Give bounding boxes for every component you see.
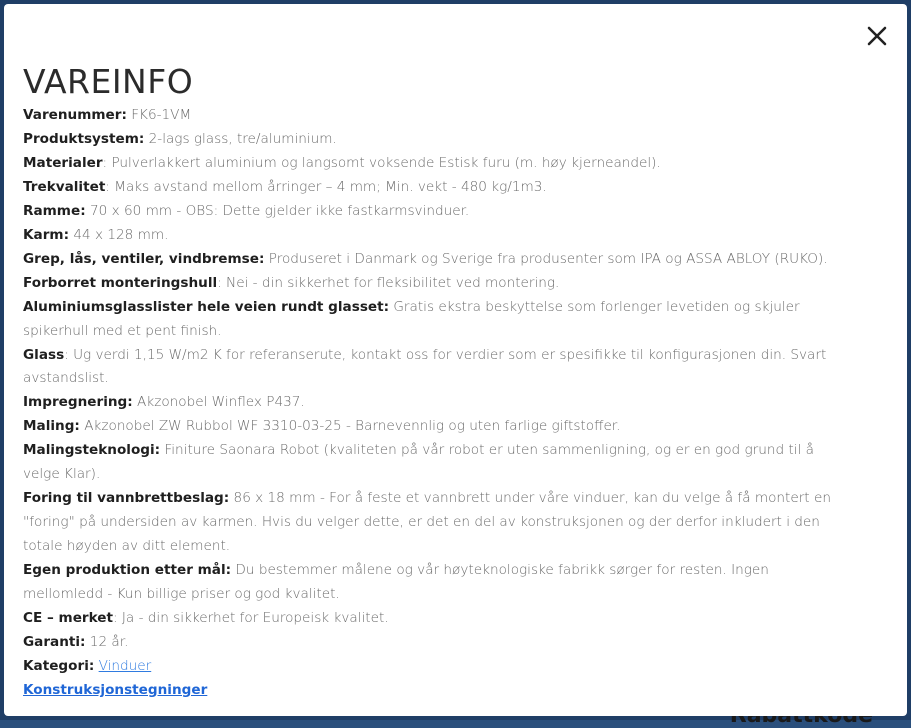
- spec-item: [23, 176, 883, 200]
- spec-label: Trekvalitet: [23, 178, 106, 195]
- spec-item: [23, 200, 883, 224]
- category-label: Kategori:: [23, 657, 95, 674]
- spec-value-cont: totale høyden av ditt element.: [23, 538, 231, 555]
- spec-label: Varenummer:: [23, 107, 127, 123]
- spec-item: [23, 224, 883, 248]
- spec-label: Egen produktion etter mål:: [23, 562, 232, 579]
- spec-value: : Pulverlakkert aluminium og langsomt voksende Estisk furu (m. høy kjerneandel).: [102, 154, 661, 171]
- spec-value: Akzonobel ZW Rubbol WF 3310-03-25 - Barnevennlig og uten farlige giftstoffer.: [79, 418, 621, 435]
- spec-value: FK6-1VM: [126, 107, 192, 123]
- spec-item: [23, 344, 883, 392]
- spec-item: [23, 296, 883, 344]
- spec-value-cont: spikerhull med et pent finish.: [23, 322, 222, 339]
- spec-item: [23, 128, 883, 152]
- spec-item: [23, 439, 883, 487]
- spec-value: : Nei - din sikkerhet for fleksibilitet ved montering.: [217, 274, 560, 291]
- drawings-row: [23, 679, 883, 703]
- spec-value: 86 x 18 mm - For å feste et vannbrett under våre vinduer, kan du velge å få montert en: [229, 490, 831, 507]
- spec-value: Finiture Saonara Robot (kvaliteten på vår robot er uten sammenligning, og er en god grund til å: [160, 442, 814, 459]
- spec-value: 70 x 60 mm - OBS: Dette gjelder ikke fastkarmsvinduer.: [85, 202, 470, 219]
- spec-item: [23, 607, 883, 631]
- spec-value: : Maks avstand mellom årringer – 4 mm; Min. vekt - 480 kg/1m3.: [105, 178, 547, 195]
- spec-item: [23, 152, 883, 176]
- product-info-modal: [4, 4, 907, 716]
- spec-list: [23, 104, 883, 703]
- spec-label: Impregnering:: [23, 394, 133, 411]
- spec-value-cont: "foring" på undersiden av karmen. Hvis du velger dette, er det en del av konstruksjonen og der derfor inkludert i den: [23, 514, 820, 531]
- construction-drawings-link[interactable]: Konstruksjonstegninger: [23, 681, 208, 698]
- spec-value: 2-lags glass, tre/aluminium.: [144, 130, 337, 147]
- category-row: [23, 655, 883, 679]
- spec-value: : Ug verdi 1,15 W/m2 K for referanserute, kontakt oss for verdier som er spesifikke til konfigurasjonen din. Svart: [64, 346, 827, 363]
- modal-content: [23, 60, 883, 703]
- spec-label: Garanti:: [23, 633, 86, 650]
- spec-item: [23, 487, 883, 559]
- spec-item: [23, 272, 883, 296]
- spec-label: Karm:: [23, 226, 70, 243]
- spec-value-cont: mellomledd - Kun billige priser og god kvalitet.: [23, 586, 340, 603]
- spec-label: CE – merket: [23, 610, 114, 627]
- spec-value: 44 x 128 mm.: [69, 226, 169, 243]
- close-button[interactable]: [863, 22, 891, 50]
- spec-label: Produktsystem:: [23, 130, 145, 147]
- spec-value: 12 år.: [85, 633, 129, 650]
- close-icon: [863, 22, 891, 50]
- spec-value: Gratis ekstra beskyttelse som forlenger levetiden og skjuler: [389, 298, 800, 315]
- spec-label: Grep, lås, ventiler, vindbremse:: [23, 250, 265, 267]
- spec-label: Maling:: [23, 418, 80, 435]
- spec-label: Glass: [23, 346, 65, 363]
- spec-value: : Ja - din sikkerhet for Europeisk kvalitet.: [113, 610, 389, 627]
- spec-value: Akzonobel Winflex P437.: [132, 394, 305, 411]
- spec-label: Ramme:: [23, 202, 86, 219]
- spec-value: Produseret i Danmark og Sverige fra produsenter som IPA og ASSA ABLOY (RUKO).: [264, 250, 828, 267]
- spec-label: Forborret monteringshull: [23, 274, 218, 291]
- spec-value-cont: avstandslist.: [23, 370, 109, 387]
- spec-label: Malingsteknologi:: [23, 442, 161, 459]
- spec-item: [23, 391, 883, 415]
- spec-label: Foring til vannbrettbeslag:: [23, 490, 230, 507]
- spec-label: Materialer: [23, 154, 103, 171]
- spec-item: [23, 631, 883, 655]
- spec-item: [23, 248, 883, 272]
- spec-item: [23, 415, 883, 439]
- spec-value: Du bestemmer målene og vår høyteknologiske fabrikk sørger for resten. Ingen: [231, 562, 769, 579]
- spec-item: [23, 104, 883, 128]
- spec-label: Aluminiumsglasslister hele veien rundt glasset:: [23, 298, 390, 315]
- category-link[interactable]: Vinduer: [98, 657, 152, 674]
- modal-title: VAREINFO: [23, 62, 194, 101]
- spec-value-cont: velge Klar).: [23, 466, 101, 483]
- spec-item: [23, 559, 883, 607]
